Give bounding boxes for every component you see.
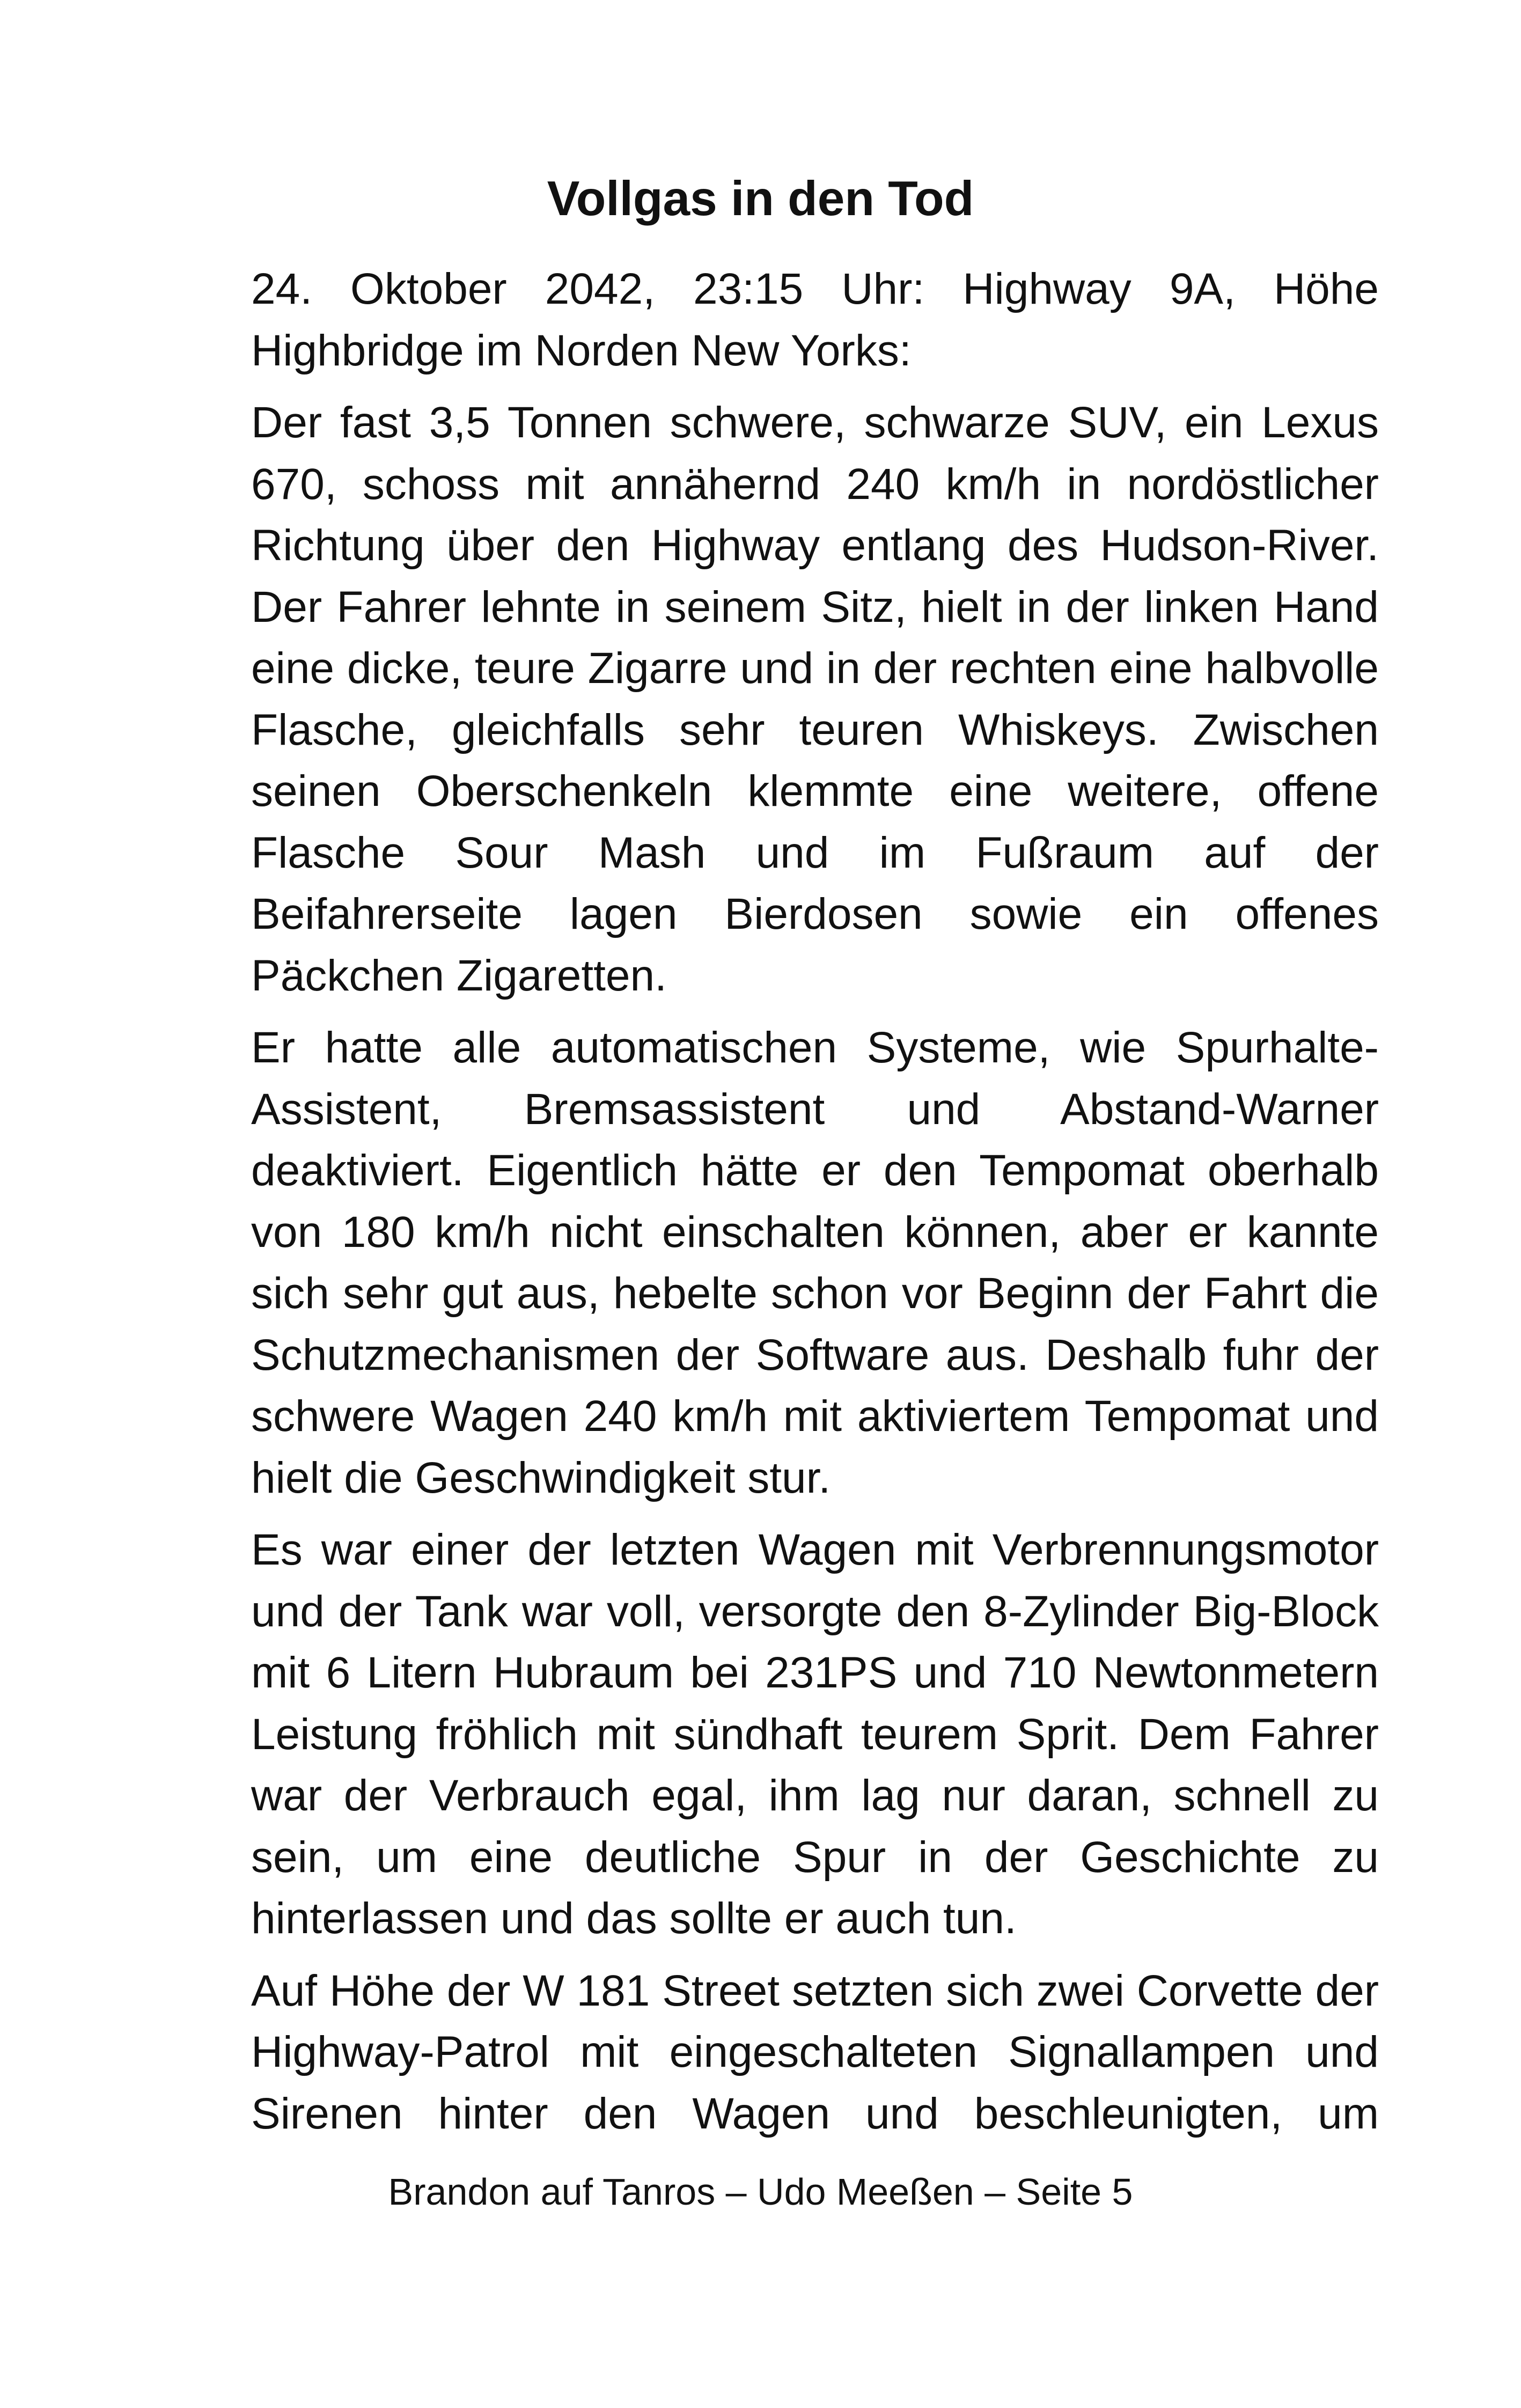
paragraph-dateline: 24. Oktober 2042, 23:15 Uhr: Highway 9A, Höhe Highbridge im Norden New Yorks:: [251, 265, 1379, 375]
paragraph-engine: Es war einer der letzten Wagen mit Verbrennungsmotor und der Tank war voll, versorgte den 8-Zylinder Big-Block mit 6 Litern Hubraum bei 231PS und 710 Newtonmetern Leistung fröhlich mit sündhaft teurem Sprit. Dem Fahrer war der Verbrauch egal, ihm lag nur daran, schnell zu sein, um eine deutliche Spur in der Geschichte zu hinterlassen und das sollte er auch tun.: [251, 1525, 1379, 1943]
body-text: [251, 259, 1379, 2155]
paragraph-suv: Der fast 3,5 Tonnen schwere, schwarze SUV, ein Lexus 670, schoss mit annähernd 240 km/h in nordöstlicher Richtung über den Highway entlang des Hudson-River. Der Fahrer lehnte in seinem Sitz, hielt in der linken Hand eine dicke, teure Zigarre und in der rechten eine halbvolle Flasche, gleichfalls sehr teuren Whiskeys. Zwischen seinen Oberschenkeln klemmte eine weitere, offene Flasche Sour Mash und im Fußraum auf der Beifahrerseite lagen Bierdosen sowie ein offenes Päckchen Zigaretten.: [251, 398, 1379, 1000]
paragraph-patrol: Auf Höhe der W 181 Street setzten sich zwei Corvette der Highway-Patrol mit eingeschalteten Signallampen und Sirenen hinter den Wagen und beschleunigten, um: [251, 1966, 1379, 2138]
paragraph-systems: Er hatte alle automatischen Systeme, wie Spurhalte-Assistent, Bremsassistent und Abstand-Warner deaktiviert. Eigentlich hätte er den Tempomat oberhalb von 180 km/h nicht einschalten können, aber er kannte sich sehr gut aus, hebelte schon vor Beginn der Fahrt die Schutzmechanismen der Software aus. Deshalb fuhr der schwere Wagen 240 km/h mit aktiviertem Tempomat und hielt die Geschwindigkeit stur.: [251, 1023, 1379, 1502]
page-footer: Brandon auf Tanros – Udo Meeßen – Seite 5: [388, 2171, 1133, 2213]
chapter-title: Vollgas in den Tod: [547, 172, 974, 226]
